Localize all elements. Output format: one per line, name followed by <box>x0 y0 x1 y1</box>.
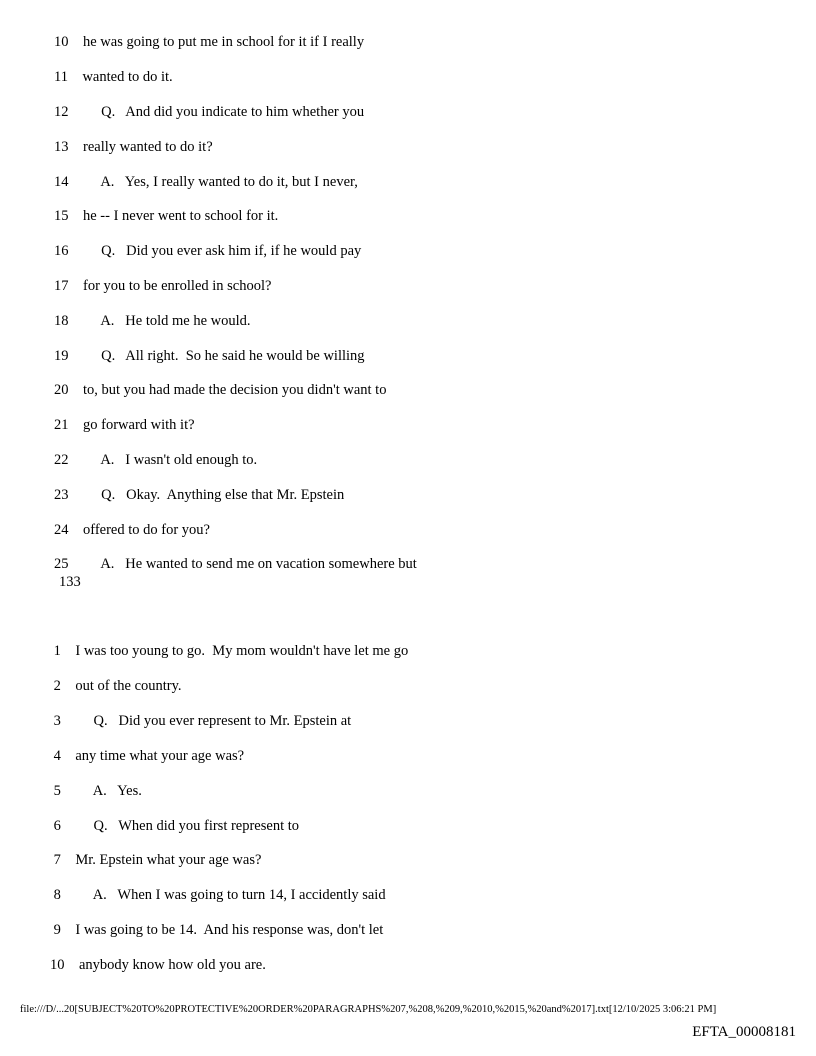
transcript-line-21: 21 go forward with it? <box>54 417 195 433</box>
transcript-line-11: 11 wanted to do it. <box>54 69 173 85</box>
transcript-line-2: 2 out of the country. <box>50 678 182 694</box>
transcript-line-16: 16 Q. Did you ever ask him if, if he would pay <box>54 243 362 259</box>
transcript-line-23: 23 Q. Okay. Anything else that Mr. Epstein <box>54 487 345 503</box>
footer-file-path: file:///D/...20[SUBJECT%20TO%20PROTECTIVE%20ORDER%20PARAGRAPHS%207,%208,%209,%2010,%2015,%20and%2017].txt[12/10/2025 3:06:21 PM] <box>20 1004 717 1015</box>
transcript-line-20: 20 to, but you had made the decision you didn't want to <box>54 382 387 398</box>
transcript-line-24: 24 offered to do for you? <box>54 522 210 538</box>
transcript-line-5: 5 A. Yes. <box>50 783 142 799</box>
page-number: 133 <box>59 574 81 590</box>
transcript-line-3: 3 Q. Did you ever represent to Mr. Epstein at <box>50 713 352 729</box>
transcript-line-6: 6 Q. When did you first represent to <box>50 818 300 834</box>
transcript-line-18: 18 A. He told me he would. <box>54 313 251 329</box>
transcript-line-4: 4 any time what your age was? <box>50 748 245 764</box>
transcript-line-15: 15 he -- I never went to school for it. <box>54 208 279 224</box>
transcript-line-10-next: 10 anybody know how old you are. <box>50 957 266 973</box>
transcript-line-9: 9 I was going to be 14. And his response was, don't let <box>50 922 384 938</box>
transcript-line-1: 1 I was too young to go. My mom wouldn't have let me go <box>50 643 409 659</box>
transcript-line-12: 12 Q. And did you indicate to him whether you <box>54 104 365 120</box>
transcript-line-17: 17 for you to be enrolled in school? <box>54 278 272 294</box>
transcript-line-10: 10 he was going to put me in school for it if I really <box>54 34 365 50</box>
footer-document-id: EFTA_00008181 <box>692 1024 796 1040</box>
transcript-line-13: 13 really wanted to do it? <box>54 139 213 155</box>
transcript-line-25: 25 A. He wanted to send me on vacation somewhere but <box>54 556 417 572</box>
transcript-line-8: 8 A. When I was going to turn 14, I accidently said <box>50 887 386 903</box>
transcript-line-7: 7 Mr. Epstein what your age was? <box>50 852 262 868</box>
transcript-line-14: 14 A. Yes, I really wanted to do it, but I never, <box>54 174 358 190</box>
transcript-line-22: 22 A. I wasn't old enough to. <box>54 452 258 468</box>
transcript-line-19: 19 Q. All right. So he said he would be willing <box>54 348 365 364</box>
